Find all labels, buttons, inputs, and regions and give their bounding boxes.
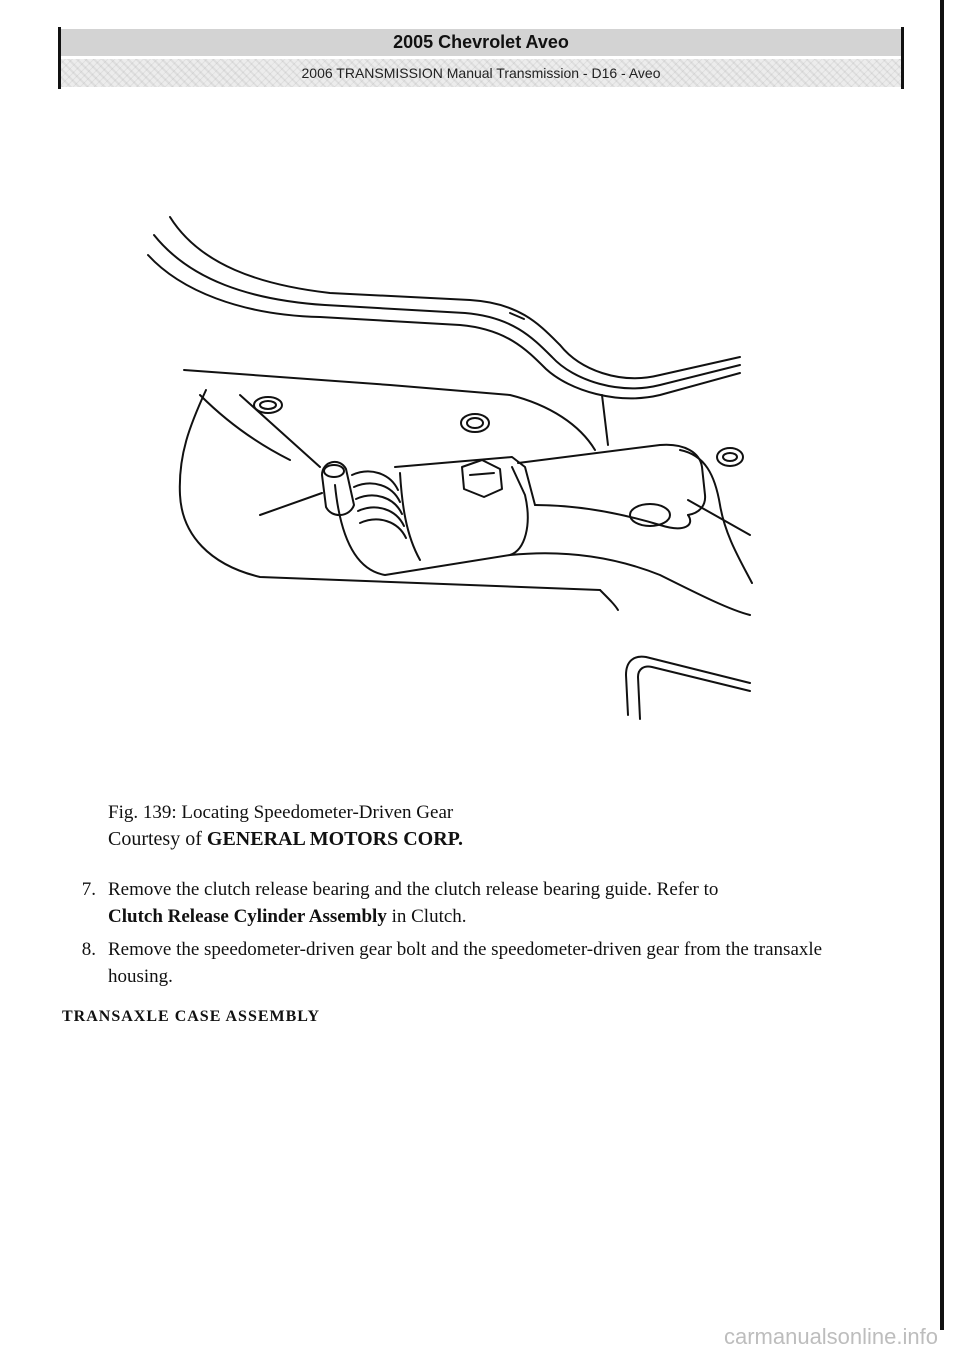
- figure-label: Fig. 139: Locating Speedometer-Driven Gear: [108, 802, 454, 823]
- step-text: Remove the clutch release bearing and the clutch release bearing guide. Refer to: [108, 879, 719, 900]
- page-edge-rule: [940, 0, 944, 1330]
- step-text: Remove the speedometer-driven gear bolt and the speedometer-driven gear from the transaxle housing.: [108, 939, 823, 987]
- credit-organization: GENERAL MOTORS CORP.: [206, 828, 464, 850]
- document-title: 2005 Chevrolet Aveo: [61, 29, 901, 56]
- site-watermark: carmanualsonline.info: [723, 1324, 938, 1349]
- procedure-step: [70, 936, 890, 990]
- step-number: 7.: [81, 879, 96, 900]
- page-header: [58, 27, 904, 89]
- procedure-step: [70, 876, 890, 930]
- procedure-steps: [70, 876, 890, 996]
- credit-prefix: Courtesy of: [108, 828, 207, 850]
- speedometer-driven-gear-illustration: [140, 205, 770, 725]
- section-heading: TRANSAXLE CASE ASSEMBLY: [62, 1008, 321, 1025]
- document-subtitle: 2006 TRANSMISSION Manual Transmission - D16 - Aveo: [61, 59, 901, 87]
- figure-credit: [108, 826, 463, 852]
- step-number: 8.: [81, 939, 96, 960]
- step-text-suffix: in Clutch.: [386, 906, 467, 927]
- figure-caption: [108, 800, 463, 852]
- cross-reference-link[interactable]: Clutch Release Cylinder Assembly: [108, 906, 387, 927]
